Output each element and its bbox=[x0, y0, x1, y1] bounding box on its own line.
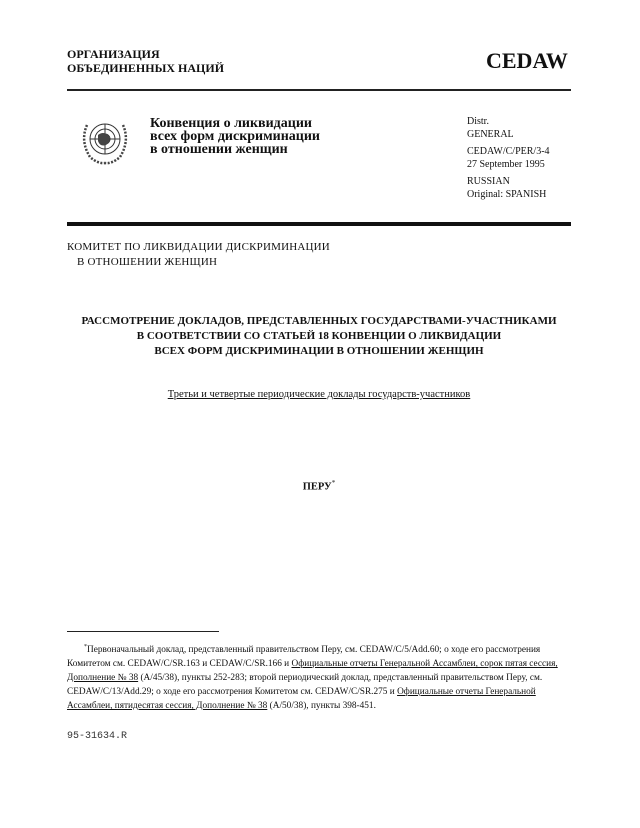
footnote-reference[interactable]: * bbox=[331, 479, 336, 487]
un-emblem-icon bbox=[78, 115, 132, 167]
footnote bbox=[67, 640, 571, 713]
document-language: RUSSIAN bbox=[467, 176, 510, 187]
footnote-reference-title-2: Официальные отчеты Генеральной Ассамблеи, пятидесятая сессия, Дополнение № 38 bbox=[67, 687, 536, 712]
org-line-1: ОРГАНИЗАЦИЯ bbox=[67, 47, 160, 61]
footnote-divider bbox=[67, 631, 219, 632]
header-divider bbox=[67, 89, 571, 91]
committee-line-2: В ОТНОШЕНИИ ЖЕНЩИН bbox=[77, 256, 218, 268]
committee-name bbox=[67, 240, 330, 270]
footnote-reference-title-1: Официальные отчеты Генеральной Ассамблеи, сорок пятая сессия, Дополнение № 38 bbox=[67, 659, 558, 684]
org-line-2: ОБЪЕДИНЕННЫХ НАЦИЙ bbox=[67, 61, 225, 75]
title-line-1: РАССМОТРЕНИЕ ДОКЛАДОВ, ПРЕДСТАВЛЕННЫХ ГОСУДАРСТВАМИ-УЧАСТНИКАМИ bbox=[81, 315, 557, 327]
title-line-2: В СООТВЕТСТВИИ СО СТАТЬЕЙ 18 КОНВЕНЦИИ О ЛИКВИДАЦИИ bbox=[136, 330, 502, 342]
header-thick-divider bbox=[67, 222, 571, 226]
distribution-value: GENERAL bbox=[467, 128, 514, 140]
convention-line-1: Конвенция о ликвидации bbox=[150, 116, 312, 131]
document-series-code: CEDAW bbox=[486, 48, 568, 73]
country-heading bbox=[67, 479, 571, 493]
document-symbol: CEDAW/C/PER/3-4 bbox=[467, 146, 550, 157]
distribution-label: Distr. bbox=[467, 116, 489, 127]
footnote-text-3: (A/50/38), пункты 398-451. bbox=[267, 701, 376, 712]
convention-line-3: в отношении женщин bbox=[150, 142, 288, 157]
committee-line-1: КОМИТЕТ ПО ЛИКВИДАЦИИ ДИСКРИМИНАЦИИ bbox=[67, 241, 330, 253]
footnote-mark: * bbox=[84, 644, 87, 650]
footnote-text-2: (A/45/38), пункты 252-283; второй периодический доклад, представленный правительством Перу, см. CEDAW/C/13/Add.29; о ходе его рассмотрения Комитетом см. CEDAW/C/SR.275 и bbox=[67, 673, 543, 698]
convention-line-2: всех форм дискриминации bbox=[150, 129, 320, 144]
document-job-number: 95-31634.R bbox=[67, 731, 128, 742]
document-subtitle: Третьи и четвертые периодические доклады государств-участников bbox=[167, 389, 471, 400]
original-language: Original: SPANISH bbox=[467, 188, 547, 200]
document-metadata bbox=[467, 116, 550, 206]
country-name: ПЕРУ bbox=[302, 481, 332, 493]
footnote-text-1: Первоначальный доклад, представленный правительством Перу, см. CEDAW/C/5/Add.60; о ходе его рассмотрения Комитетом см. CEDAW/C/SR.163 и CEDAW/C/SR.166 и bbox=[67, 645, 541, 670]
document-title bbox=[67, 314, 571, 359]
convention-title bbox=[150, 117, 320, 156]
organization-name bbox=[67, 47, 224, 75]
document-date: 27 September 1995 bbox=[467, 158, 545, 170]
title-line-3: ВСЕХ ФОРМ ДИСКРИМИНАЦИИ В ОТНОШЕНИИ ЖЕНЩИН bbox=[154, 345, 484, 357]
